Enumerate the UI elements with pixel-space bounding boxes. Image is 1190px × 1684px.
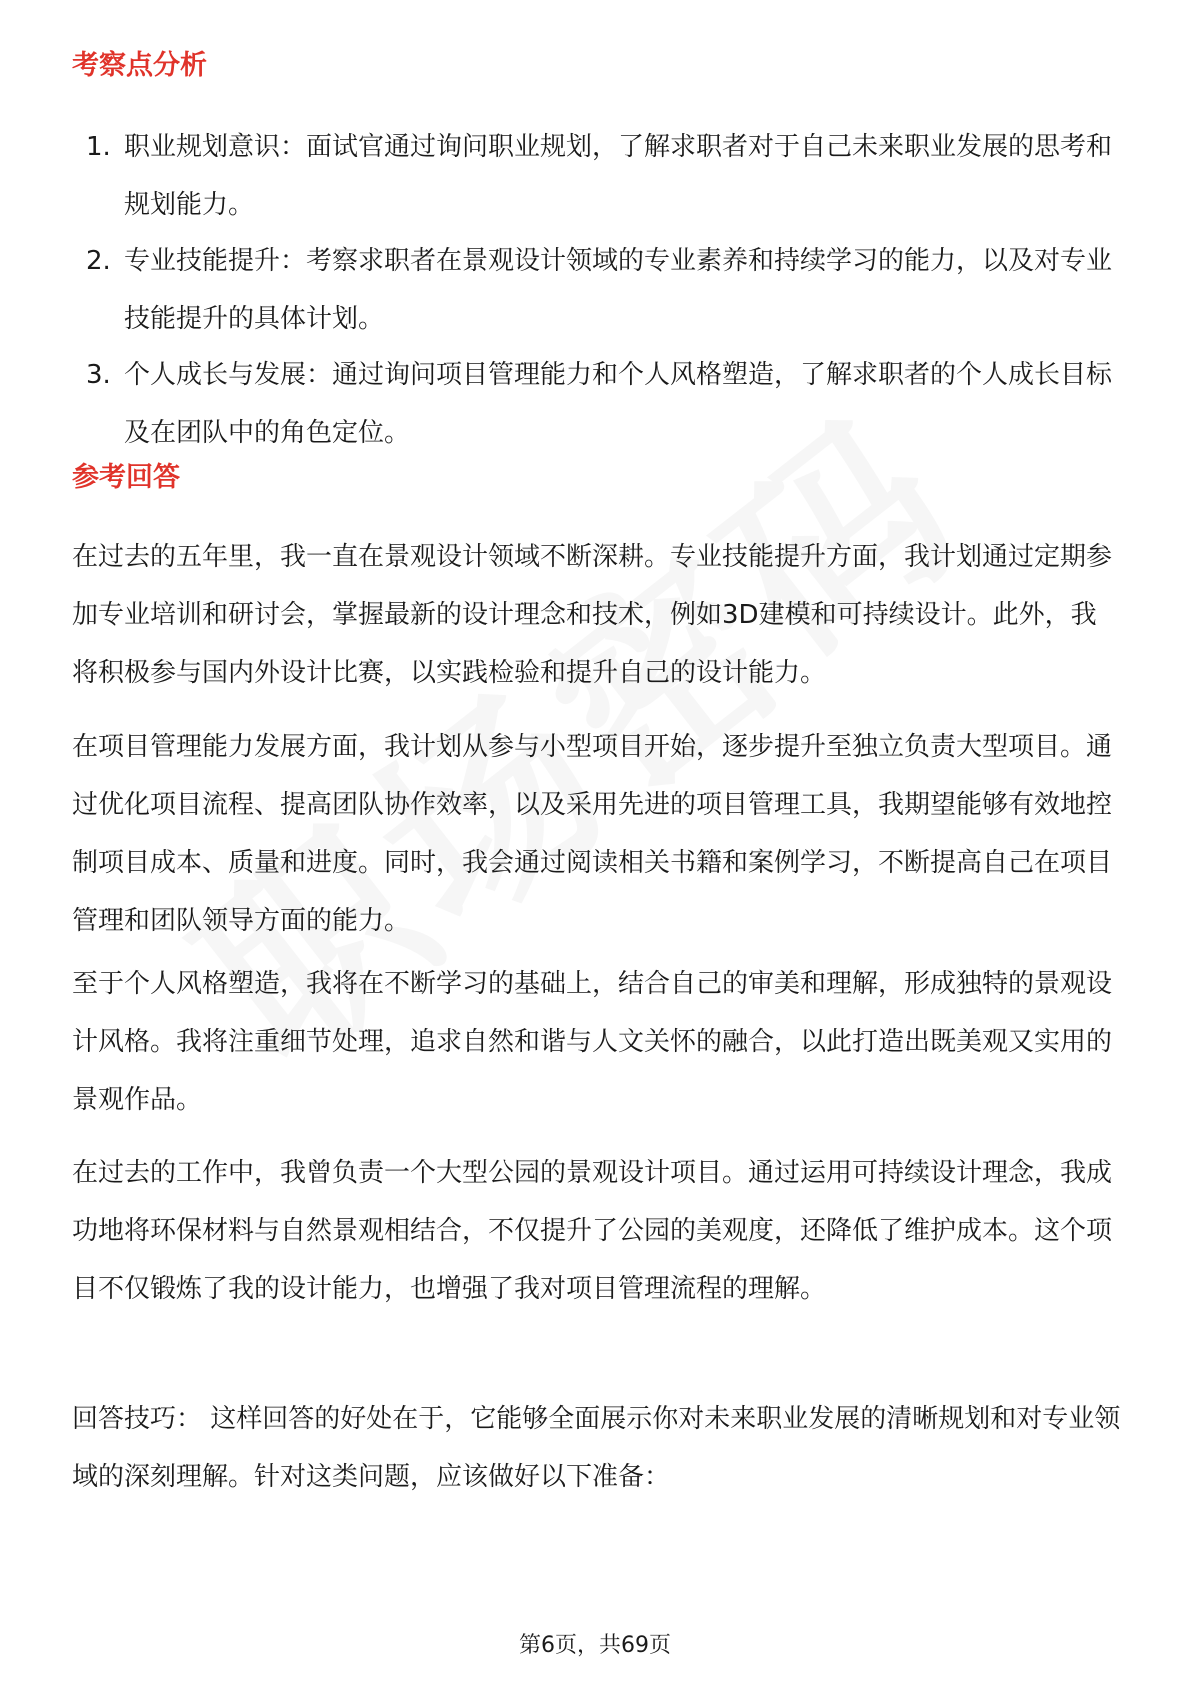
list-item-text: 职业规划意识：面试官通过询问职业规划，了解求职者对于自己未来职业发展的思考和规划能力。 — [124, 132, 1113, 220]
answer-tips-paragraph: 回答技巧： 这样回答的好处在于，它能够全面展示你对未来职业发展的清晰规划和对专业领域的深刻理解。针对这类问题，应该做好以下准备： — [72, 1404, 1121, 1492]
answer-paragraph: 在项目管理能力发展方面，我计划从参与小型项目开始，逐步提升至独立负责大型项目。通过优化项目流程、提高团队协作效率，以及采用先进的项目管理工具，我期望能够有效地控制项目成本、质量和进度。同时，我会通过阅读相关书籍和案例学习，不断提高自己在项目管理和团队领导方面的能力。 — [72, 732, 1113, 936]
list-item-text: 个人成长与发展：通过询问项目管理能力和个人风格塑造，了解求职者的个人成长目标及在团队中的角色定位。 — [124, 360, 1113, 448]
list-item-number: 1. — [86, 132, 111, 162]
list-item-number: 3. — [86, 360, 111, 390]
list-item — [72, 118, 1122, 234]
analysis-list — [72, 118, 1122, 462]
analysis-heading: 考察点分析 — [72, 50, 207, 81]
answer-paragraph: 在过去的五年里，我一直在景观设计领域不断深耕。专业技能提升方面，我计划通过定期参加专业培训和研讨会，掌握最新的设计理念和技术，例如3D建模和可持续设计。此外，我将积极参与国内外设计比赛，以实践检验和提升自己的设计能力。 — [72, 542, 1113, 688]
answer-paragraph: 至于个人风格塑造，我将在不断学习的基础上，结合自己的审美和理解，形成独特的景观设计风格。我将注重细节处理，追求自然和谐与人文关怀的融合，以此打造出既美观又实用的景观作品。 — [72, 969, 1113, 1115]
list-item-number: 2. — [86, 246, 111, 276]
list-item — [72, 346, 1122, 462]
answer-paragraph: 在过去的工作中，我曾负责一个大型公园的景观设计项目。通过运用可持续设计理念，我成功地将环保材料与自然景观相结合，不仅提升了公园的美观度，还降低了维护成本。这个项目不仅锻炼了我的设计能力，也增强了我对项目管理流程的理解。 — [72, 1158, 1113, 1304]
page-number: 第6页，共69页 — [519, 1633, 671, 1658]
list-item — [72, 232, 1122, 348]
list-item-text: 专业技能提升：考察求职者在景观设计领域的专业素养和持续学习的能力，以及对专业技能提升的具体计划。 — [124, 246, 1113, 334]
answer-heading: 参考回答 — [72, 462, 180, 493]
